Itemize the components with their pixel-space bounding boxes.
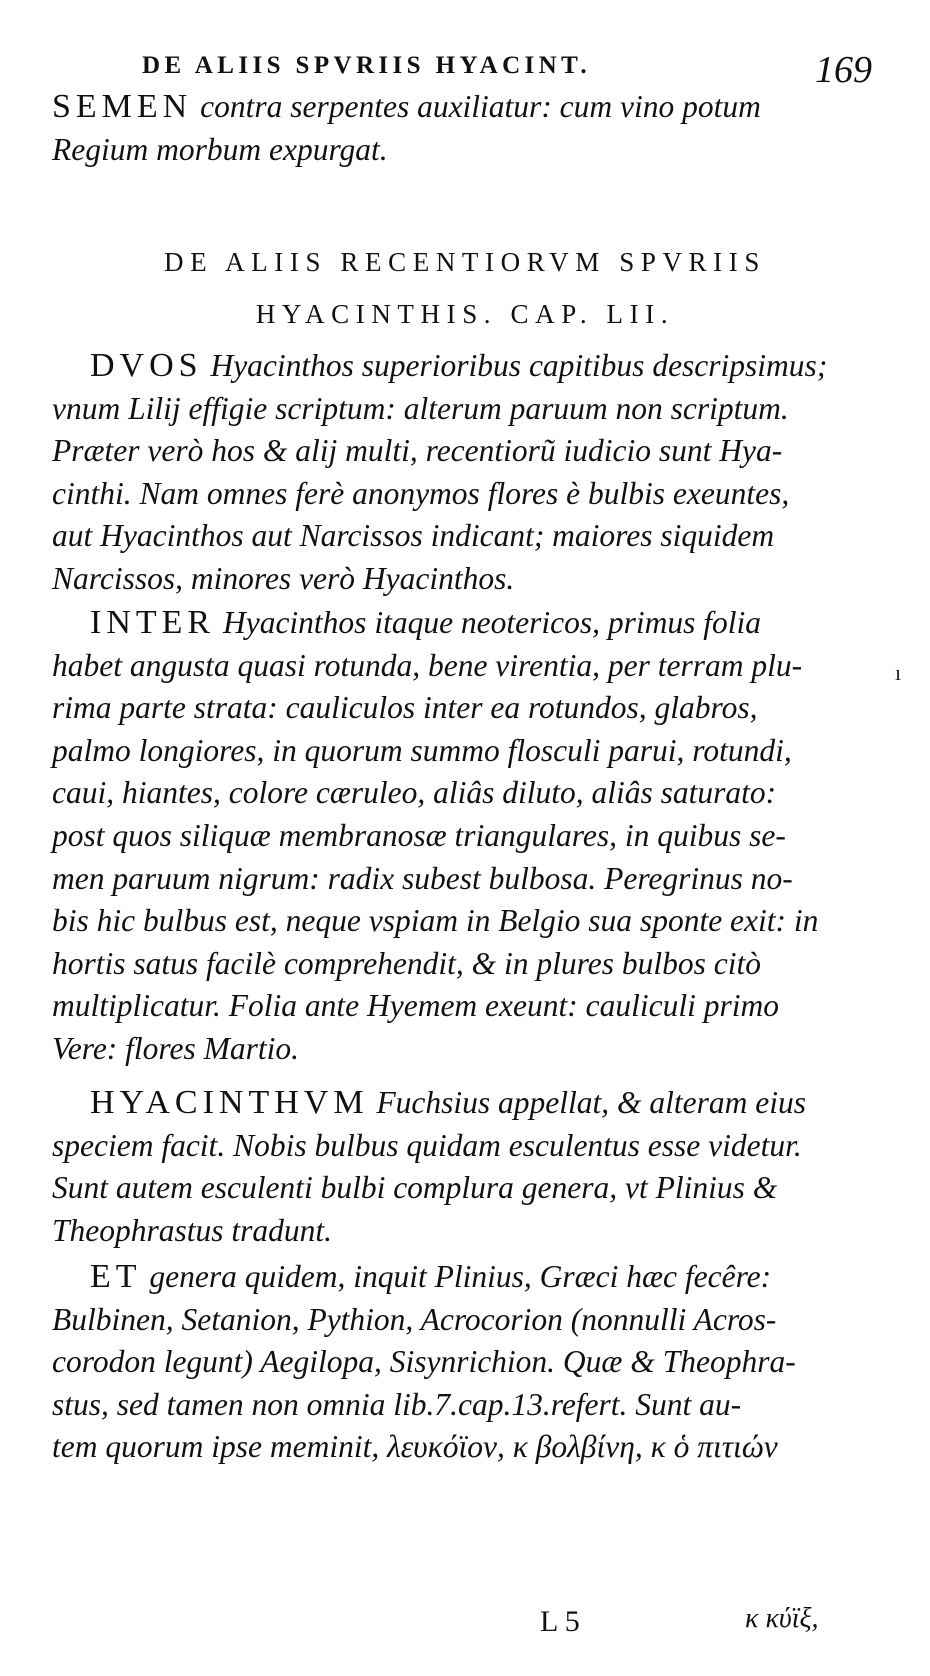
top-paragraph (52, 86, 874, 171)
chapter-heading-line: HYACINTHIS. CAP. LII. (255, 299, 675, 329)
paragraph-1 (52, 345, 874, 601)
text-line: hortis satus facilè comprehendit, & in plures bulbos citò (52, 945, 761, 981)
text-line: rima parte strata: cauliculos inter ea rotundos, glabros, (52, 690, 758, 726)
text-line: tem quorum ipse meminit, λευκόϊον, κ βολβίνη, κ ὁ πιτιών (52, 1429, 778, 1465)
signature-mark: L 5 (540, 1605, 580, 1638)
text-line: Theophrastus tradunt. (52, 1212, 333, 1248)
paragraph-lead-word: INTER (90, 604, 216, 641)
text-line: Sunt autem esculenti bulbi complura genera, vt Plinius & (52, 1170, 778, 1206)
paragraph-3 (52, 1082, 874, 1252)
text-line: SEMEN contra serpentes auxiliatur: cum vino potum (52, 88, 761, 125)
text-line: Præter verò hos & alij multi, recentiorũ iudicio sunt Hya- (52, 433, 783, 469)
text-line: Bulbinen, Setanion, Pythion, Acrocorion (nonnulli Acros- (52, 1301, 777, 1337)
running-head-title: DE ALIIS SPVRIIS HYACINT. (142, 52, 592, 79)
text-line: INTER Hyacinthos itaque neotericos, primus folia (90, 604, 762, 641)
page-number: 169 (815, 49, 872, 91)
paragraph-lead-word: SEMEN (52, 88, 193, 125)
text-line: Vere: flores Martio. (52, 1030, 300, 1066)
text-line: palmo longiores, in quorum summo flosculi parui, rotundi, (52, 732, 792, 768)
paragraph-lead-word: HYACINTHVM (90, 1084, 369, 1121)
chapter-heading-line: DE ALIIS RECENTIORVM SPVRIIS (164, 247, 766, 277)
text-line: multiplicatur. Folia ante Hyemem exeunt: cauliculi primo (52, 988, 779, 1024)
text-line: bis hic bulbus est, neque vspiam in Belgio sua sponte exit: in (52, 903, 819, 939)
text-line: DVOS Hyacinthos superioribus capitibus descripsimus; (90, 347, 828, 384)
paragraph-lead-word: DVOS (90, 347, 203, 384)
text-line: corodon legunt) Aegilopa, Sisynrichion. Quæ & Theophra- (52, 1344, 796, 1380)
margin-mark: ı (895, 660, 902, 685)
text-line: vnum Lilij effigie scriptum: alterum paruum non scriptum. (52, 390, 789, 426)
text-line: habet angusta quasi rotunda, bene virentia, per terram plu- (52, 647, 803, 683)
text-line: Regium morbum expurgat. (52, 131, 388, 167)
paragraph-2 (52, 602, 874, 1071)
text-line: HYACINTHVM Fuchsius appellat, & alteram eius (90, 1084, 807, 1121)
text-line: men paruum nigrum: radix subest bulbosa. Peregrinus no- (52, 860, 793, 896)
paragraph-4 (52, 1256, 874, 1469)
chapter-heading (60, 236, 870, 340)
text-line: speciem facit. Nobis bulbus quidam esculentus esse videtur. (52, 1127, 802, 1163)
text-line: ET genera quidem, inquit Plinius, Græci hæc fecêre: (90, 1258, 772, 1295)
text-line: stus, sed tamen non omnia lib.7.cap.13.refert. Sunt au- (52, 1386, 742, 1422)
catchword: κ κύϊξ, (745, 1603, 819, 1634)
text-line: cinthi. Nam omnes ferè anonymos flores è bulbis exeuntes, (52, 475, 790, 511)
text-line: Narcissos, minores verò Hyacinthos. (52, 560, 515, 596)
text-line: caui, hiantes, colore cæruleo, aliâs diluto, aliâs saturato: (52, 775, 777, 811)
paragraph-lead-word: ET (90, 1258, 142, 1295)
text-line: post quos siliquæ membranosæ triangulares, in quibus se- (52, 817, 786, 853)
text-line: aut Hyacinthos aut Narcissos indicant; maiores siquidem (52, 518, 775, 554)
